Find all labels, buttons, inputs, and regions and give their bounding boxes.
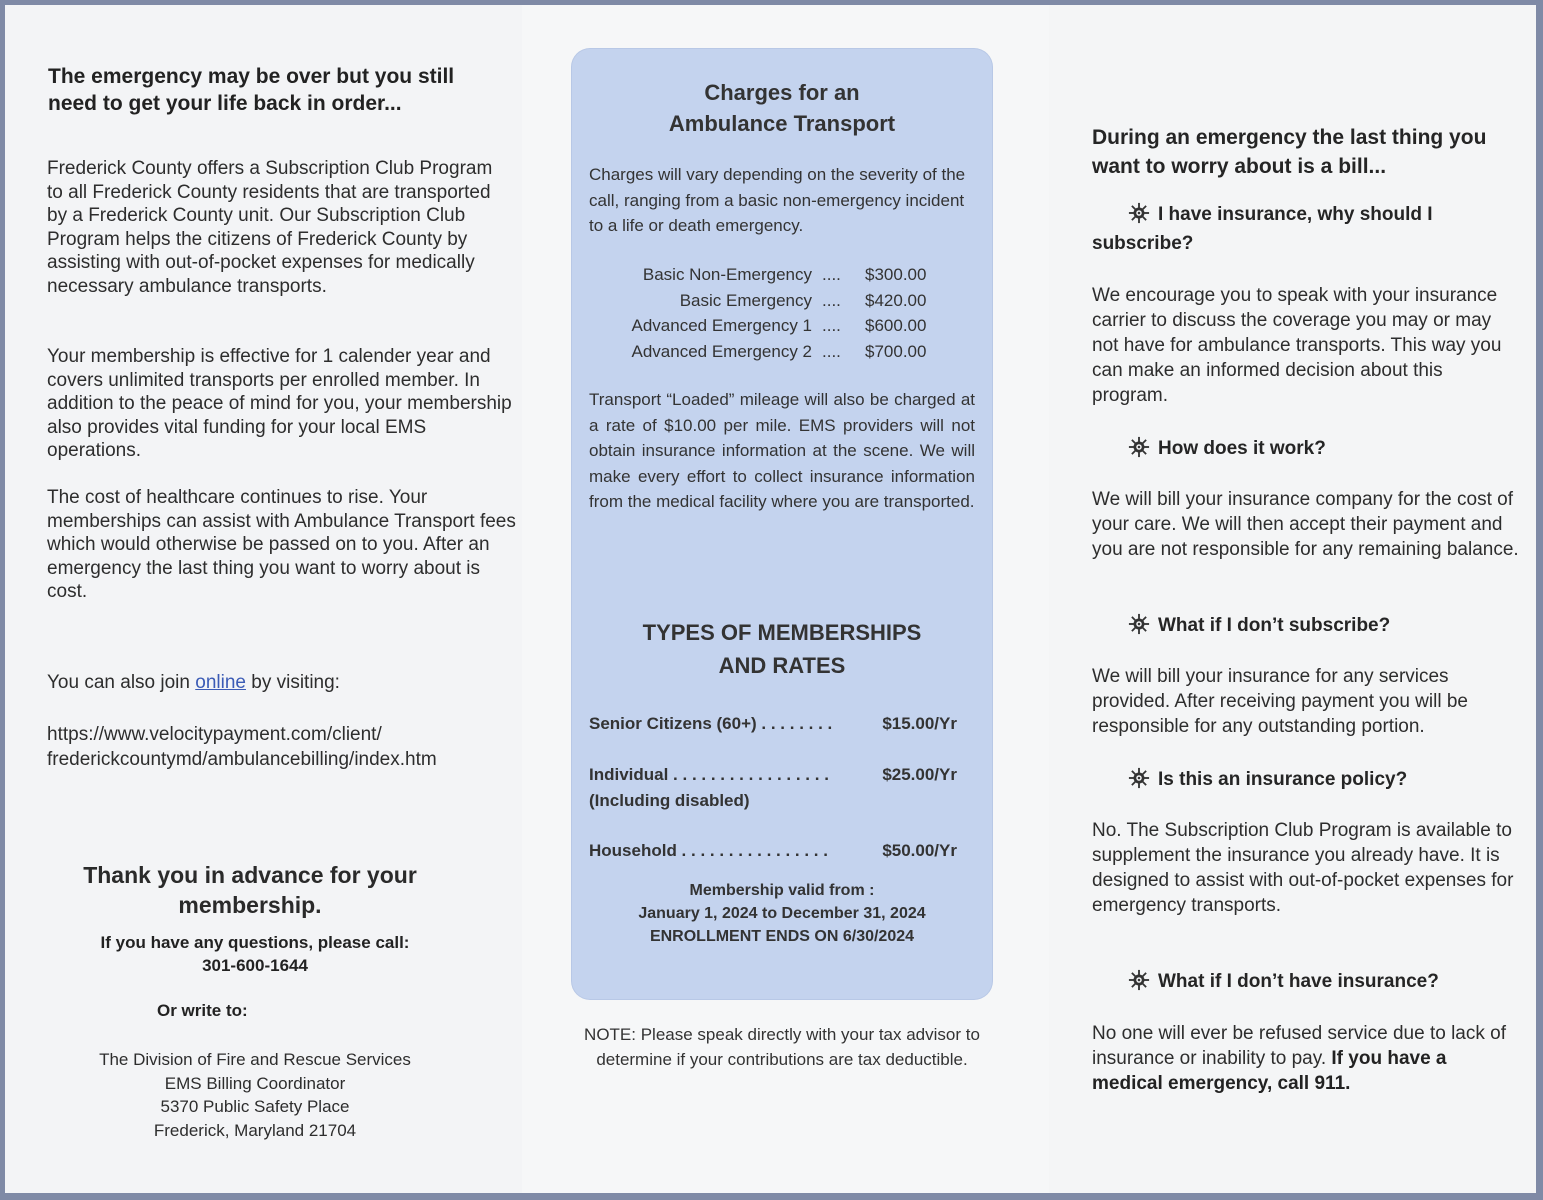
questions-text: If you have any questions, please call: bbox=[100, 933, 410, 952]
join-prefix: You can also join bbox=[47, 672, 190, 693]
address-line: Frederick, Maryland 21704 bbox=[153, 1120, 357, 1140]
address-line: EMS Billing Coordinator bbox=[164, 1073, 346, 1093]
join-online-line bbox=[47, 672, 340, 694]
url-line-2: frederickcountymd/ambulancebilling/index.htm bbox=[47, 749, 437, 770]
membership-name: Individual . . . . . . . . . . . . . . . . . bbox=[589, 765, 829, 784]
fee-table bbox=[572, 262, 992, 364]
faq-question-text: What if I don’t have insurance? bbox=[1158, 971, 1439, 992]
valid-line-3: ENROLLMENT ENDS ON 6/30/2024 bbox=[649, 928, 915, 945]
fee-price: $600.00 bbox=[865, 316, 927, 335]
phone-number: 301-600-1644 bbox=[202, 956, 308, 975]
membership-price: $50.00/Yr bbox=[882, 841, 957, 860]
faq-question bbox=[1092, 967, 1502, 996]
online-link[interactable]: online bbox=[195, 672, 246, 693]
enrollment-url bbox=[47, 722, 437, 772]
membership-types-title bbox=[572, 616, 992, 682]
right-heading: During an emergency the last thing you want to worry about is a bill... bbox=[1092, 126, 1487, 178]
or-write-label: Or write to: bbox=[157, 1001, 248, 1020]
fee-name: Basic Emergency bbox=[679, 290, 812, 310]
membership-validity bbox=[572, 879, 992, 948]
faq-answer: We encourage you to speak with your insurance carrier to discuss the coverage you may or may not have for ambulance transports. This way you can make an informed decision about this program. bbox=[1092, 285, 1502, 406]
cost-paragraph: The cost of healthcare continues to rise. Your memberships can assist with Ambulance Transport fees which would otherwise be passed on to you. After an emergency the last thing you want to worry about is cost. bbox=[47, 487, 516, 602]
valid-line-2: January 1, 2024 to December 31, 2024 bbox=[638, 905, 926, 922]
membership-price: $25.00/Yr bbox=[882, 765, 957, 784]
charges-title-line-1: Charges for an bbox=[704, 80, 860, 105]
membership-name: Senior Citizens (60+) . . . . . . . . bbox=[589, 714, 833, 733]
faq-answer: We will bill your insurance for any services provided. After receiving payment you will be responsible for any outstanding portion. bbox=[1092, 666, 1468, 737]
membership-name: Household . . . . . . . . . . . . . . . . bbox=[589, 841, 828, 860]
fee-row bbox=[572, 288, 992, 314]
fee-dots: .... bbox=[822, 290, 841, 310]
url-line-1: https://www.velocitypayment.com/client/ bbox=[47, 724, 382, 745]
middle-panel bbox=[522, 5, 1049, 1193]
charges-intro: Charges will vary depending on the severity of the call, ranging from a basic non-emergency incident to a life or death emergency. bbox=[589, 165, 966, 235]
faq-question bbox=[1092, 434, 1502, 463]
membership-rate-household bbox=[589, 838, 957, 864]
fire-rescue-emblem-icon bbox=[1128, 613, 1150, 635]
fee-price: $300.00 bbox=[865, 265, 927, 284]
mailing-address bbox=[45, 1048, 465, 1142]
program-paragraph: Frederick County offers a Subscription Club Program to all Frederick County residents that are transported by a Frederick County unit. Our Subscription Club Program helps the citizens of Frederick County by assisting with out-of-pocket expenses for medically necessary ambulance transports. bbox=[47, 158, 493, 297]
types-title-line-2: AND RATES bbox=[718, 653, 846, 678]
left-panel bbox=[5, 5, 522, 1193]
fee-row bbox=[572, 339, 992, 365]
membership-rate-senior bbox=[589, 711, 957, 737]
fire-rescue-emblem-icon bbox=[1128, 436, 1150, 458]
mileage-paragraph: Transport “Loaded” mileage will also be charged at a rate of $10.00 per mile. EMS providers will not obtain insurance information at the scene. We will make every effort to collect insurance information from the medical facility where you are transported. bbox=[589, 390, 975, 511]
faq-question-text: I have insurance, why should I subscribe? bbox=[1092, 204, 1433, 254]
fee-name: Advanced Emergency 1 bbox=[631, 316, 812, 335]
faq-question-text: What if I don’t subscribe? bbox=[1158, 615, 1391, 636]
faq-answer: We will bill your insurance company for the cost of your care. We will then accept their payment and you are not responsible for any remaining balance. bbox=[1092, 489, 1519, 560]
fee-dots: .... bbox=[822, 316, 841, 335]
fire-rescue-emblem-icon bbox=[1128, 202, 1150, 224]
charges-title-line-2: Ambulance Transport bbox=[668, 111, 896, 136]
charges-box bbox=[572, 49, 992, 999]
thank-you-heading: Thank you in advance for your membership. bbox=[83, 862, 417, 918]
right-panel bbox=[1049, 5, 1536, 1193]
left-heading: The emergency may be over but you still need to get your life back in order... bbox=[48, 65, 455, 115]
fee-row bbox=[572, 313, 992, 339]
faq-question bbox=[1092, 200, 1502, 258]
faq-question-text: Is this an insurance policy? bbox=[1158, 769, 1408, 790]
membership-rate-individual bbox=[589, 762, 957, 814]
address-line: The Division of Fire and Rescue Services bbox=[99, 1050, 411, 1069]
membership-note: (Including disabled) bbox=[589, 791, 750, 810]
membership-price: $15.00/Yr bbox=[882, 714, 957, 733]
fire-rescue-emblem-icon bbox=[1128, 969, 1150, 991]
charges-title bbox=[572, 77, 992, 139]
fee-name: Advanced Emergency 2 bbox=[631, 341, 812, 361]
valid-line-1: Membership valid from : bbox=[689, 882, 875, 899]
fire-rescue-emblem-icon bbox=[1128, 767, 1150, 789]
faq-answer-text: No one will ever be refused service due to lack of insurance or inability to pay. bbox=[1092, 1023, 1506, 1069]
tax-note: NOTE: Please speak directly with your tax advisor to determine if your contributions are tax deductible. bbox=[584, 1025, 980, 1069]
fee-dots: .... bbox=[822, 341, 841, 361]
brochure-sheet bbox=[5, 5, 1536, 1193]
faq-answer bbox=[1092, 1021, 1522, 1096]
faq-question bbox=[1092, 611, 1502, 640]
fee-price: $420.00 bbox=[865, 290, 927, 310]
emergency-call-text: If you have a medical emergency, call 911. bbox=[1092, 1048, 1447, 1094]
address-line: 5370 Public Safety Place bbox=[160, 1097, 350, 1116]
fee-dots: .... bbox=[822, 265, 841, 284]
questions-block bbox=[45, 931, 465, 977]
fee-price: $700.00 bbox=[865, 341, 927, 361]
fee-name: Basic Non-Emergency bbox=[642, 265, 812, 284]
faq-question bbox=[1092, 765, 1502, 794]
membership-paragraph: Your membership is effective for 1 calender year and covers unlimited transports per enrolled member. In addition to the peace of mind for you, your membership also provides vital funding for your local EMS operations. bbox=[47, 346, 512, 461]
fee-row bbox=[572, 262, 992, 288]
join-suffix: by visiting: bbox=[251, 672, 340, 693]
types-title-line-1: TYPES OF MEMBERSHIPS bbox=[642, 620, 922, 645]
faq-answer: No. The Subscription Club Program is available to supplement the insurance you already have. It is designed to assist with out-of-pocket expenses for emergency transports. bbox=[1092, 820, 1514, 916]
faq-question-text: How does it work? bbox=[1158, 438, 1326, 459]
